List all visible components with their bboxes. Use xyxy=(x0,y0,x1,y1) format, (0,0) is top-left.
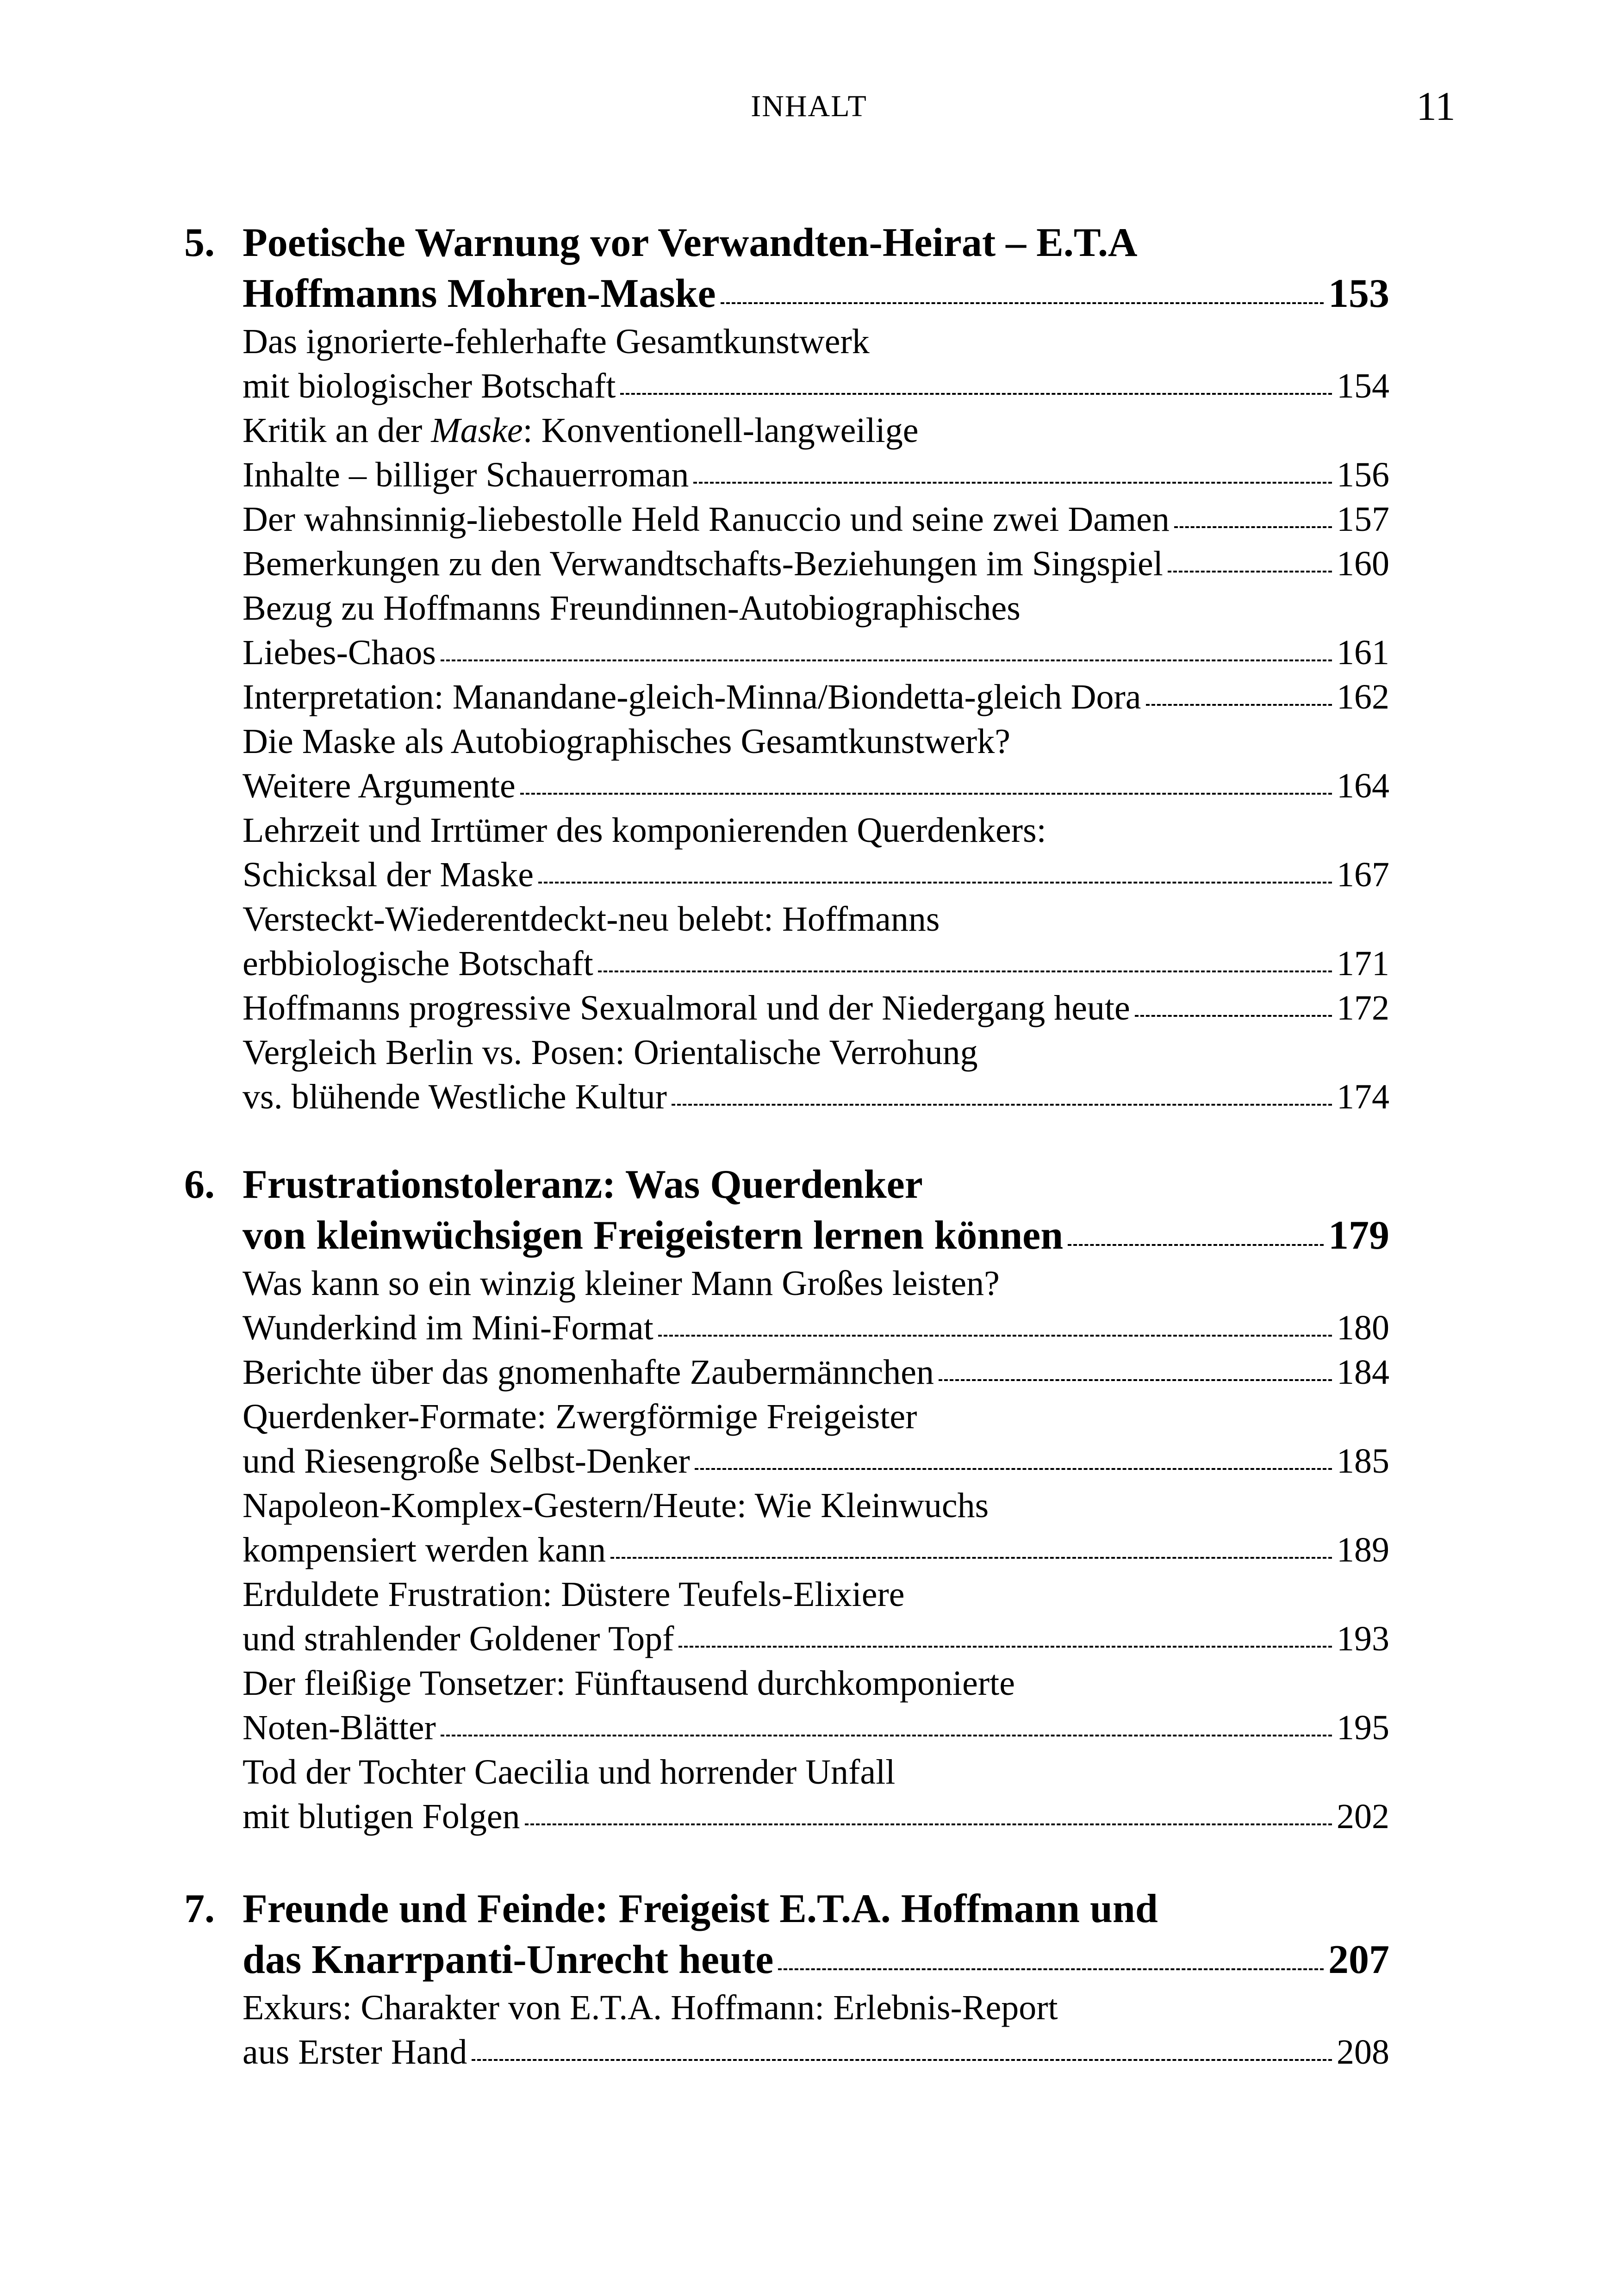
toc-entry-line: Versteckt-Wiederentdeckt-neu belebt: Hoffmanns xyxy=(243,900,940,939)
dot-leader xyxy=(1174,526,1332,528)
chapter-title-line xyxy=(243,268,1389,319)
toc-entry-line: Schicksal der Maske 167 xyxy=(243,852,1389,897)
dot-leader xyxy=(672,1104,1332,1106)
chapter-number: 7. xyxy=(184,1886,215,1931)
toc-entry-line: Noten-Blätter 195 xyxy=(243,1705,1389,1750)
toc-entry-line: und strahlender Goldener Topf 193 xyxy=(243,1617,1389,1661)
dot-leader xyxy=(695,1468,1332,1470)
toc-entry-line: vs. blühende Westliche Kultur 174 xyxy=(243,1075,1389,1119)
dot-leader xyxy=(620,393,1332,395)
entry-page: 208 xyxy=(1337,2033,1389,2072)
dot-leader xyxy=(441,1735,1332,1736)
toc-entry-line: mit biologischer Botschaft 154 xyxy=(243,364,1389,408)
chapter-title: Frustrationstoleranz: Was Querdenker xyxy=(243,1162,923,1207)
chapter-title: Freunde und Feinde: Freigeist E.T.A. Hoffmann und xyxy=(243,1886,1158,1931)
entry-page: 164 xyxy=(1337,766,1389,805)
toc-entry-line: und Riesengroße Selbst-Denker 185 xyxy=(243,1439,1389,1483)
toc-entry-line: Bezug zu Hoffmanns Freundinnen-Autobiographisches xyxy=(243,589,1021,628)
running-head-initial: I xyxy=(751,89,762,123)
toc-entry-line: Bemerkungen zu den Verwandtschafts-Beziehungen im Singspiel 160 xyxy=(243,541,1389,586)
toc-entry-line: Was kann so ein winzig kleiner Mann Großes leisten? xyxy=(243,1264,1000,1303)
toc-entry-line: Der fleißige Tonsetzer: Fünftausend durchkomponierte xyxy=(243,1664,1015,1703)
dot-leader xyxy=(678,1646,1332,1648)
dot-leader xyxy=(472,2059,1332,2061)
entry-page: 185 xyxy=(1337,1442,1389,1481)
chapter-page: 179 xyxy=(1328,1213,1389,1258)
dot-leader xyxy=(610,1557,1332,1559)
chapter-title: Hoffmanns Mohren-Maske xyxy=(243,271,716,316)
toc-entry-line: Exkurs: Charakter von E.T.A. Hoffmann: Erlebnis-Report xyxy=(243,1988,1058,2027)
entry-page: 162 xyxy=(1337,678,1389,716)
toc-entry-line: Tod der Tochter Caecilia und horrender Unfall xyxy=(243,1753,896,1792)
chapter-title-line xyxy=(243,1935,1389,1985)
toc-entry-line: aus Erster Hand 208 xyxy=(243,2030,1389,2074)
entry-page: 160 xyxy=(1337,544,1389,583)
toc-entry-line: Lehrzeit und Irrtümer des komponierenden Querdenkers: xyxy=(243,811,1046,850)
toc-entry-line: Die Maske als Autobiographisches Gesamtkunstwerk? xyxy=(243,722,1010,761)
toc-entry-line: Liebes-Chaos 161 xyxy=(243,630,1389,675)
chapter-page: 153 xyxy=(1328,271,1389,316)
dot-leader xyxy=(1135,1015,1332,1017)
toc-entry-line: Hoffmanns progressive Sexualmoral und der Niedergang heute 172 xyxy=(243,986,1389,1030)
chapter-title: von kleinwüchsigen Freigeistern lernen können xyxy=(243,1213,1064,1258)
running-head-rest: NHALT xyxy=(762,89,867,123)
chapter-title-line xyxy=(243,1210,1389,1261)
chapter-title-line xyxy=(243,1159,1389,1210)
toc-entry-line: erbbiologische Botschaft 171 xyxy=(243,941,1389,986)
entry-page: 156 xyxy=(1337,455,1389,494)
dot-leader xyxy=(1068,1244,1324,1246)
dot-leader xyxy=(721,302,1324,304)
entry-page: 174 xyxy=(1337,1077,1389,1116)
toc-entry-line: Weitere Argumente 164 xyxy=(243,764,1389,808)
toc-entry-line: Querdenker-Formate: Zwergförmige Freigeister xyxy=(243,1397,917,1436)
toc-entry-line: Vergleich Berlin vs. Posen: Orientalische Verrohung xyxy=(243,1033,978,1072)
toc-entry-line: Kritik an der Maske: Konventionell-langweilige xyxy=(243,411,919,450)
chapter-number: 5. xyxy=(184,220,215,265)
dot-leader xyxy=(1168,571,1332,572)
toc-entry-line: mit blutigen Folgen 202 xyxy=(243,1794,1389,1839)
toc-entry-line: Wunderkind im Mini-Format 180 xyxy=(243,1306,1389,1350)
entry-page: 167 xyxy=(1337,855,1389,894)
dot-leader xyxy=(1146,704,1332,706)
chapter-title-line xyxy=(243,1884,1389,1935)
dot-leader xyxy=(778,1968,1324,1970)
chapter-title: Poetische Warnung vor Verwandten-Heirat – E.T.A xyxy=(243,220,1138,265)
entry-page: 161 xyxy=(1337,633,1389,672)
entry-page: 193 xyxy=(1337,1619,1389,1658)
toc-entry-line: Berichte über das gnomenhafte Zaubermännchen 184 xyxy=(243,1350,1389,1394)
running-head xyxy=(0,89,1618,124)
toc-entry-line: Interpretation: Manandane-gleich-Minna/Biondetta-gleich Dora 162 xyxy=(243,675,1389,719)
chapter-title-line xyxy=(243,218,1389,268)
dot-leader xyxy=(525,1823,1332,1825)
toc-entry-line: Das ignorierte-fehlerhafte Gesamtkunstwerk xyxy=(243,322,870,361)
entry-page: 154 xyxy=(1337,367,1389,405)
toc-entry-line: Inhalte – billiger Schauerroman 156 xyxy=(243,453,1389,497)
entry-page: 180 xyxy=(1337,1308,1389,1347)
chapter-title: das Knarrpanti-Unrecht heute xyxy=(243,1937,774,1982)
dot-leader xyxy=(658,1335,1332,1337)
entry-page: 172 xyxy=(1337,989,1389,1027)
entry-page: 184 xyxy=(1337,1353,1389,1392)
chapter-page: 207 xyxy=(1328,1937,1389,1982)
dot-leader xyxy=(939,1379,1332,1381)
toc-entry-line: Der wahnsinnig-liebestolle Held Ranuccio und seine zwei Damen 157 xyxy=(243,497,1389,541)
toc-entry-line: Erduldete Frustration: Düstere Teufels-Elixiere xyxy=(243,1575,905,1614)
toc-entry-line: Napoleon-Komplex-Gestern/Heute: Wie Kleinwuchs xyxy=(243,1486,989,1525)
entry-page: 157 xyxy=(1337,500,1389,539)
entry-page: 171 xyxy=(1337,944,1389,983)
dot-leader xyxy=(598,971,1332,972)
dot-leader xyxy=(693,482,1332,484)
entry-page: 189 xyxy=(1337,1531,1389,1569)
dot-leader xyxy=(441,660,1332,661)
entry-page: 195 xyxy=(1337,1708,1389,1747)
entry-page: 202 xyxy=(1337,1797,1389,1836)
dot-leader xyxy=(538,882,1332,884)
toc-entry-line: kompensiert werden kann 189 xyxy=(243,1528,1389,1572)
page-number: 11 xyxy=(1416,84,1456,129)
dot-leader xyxy=(520,793,1332,795)
chapter-number: 6. xyxy=(184,1162,215,1207)
